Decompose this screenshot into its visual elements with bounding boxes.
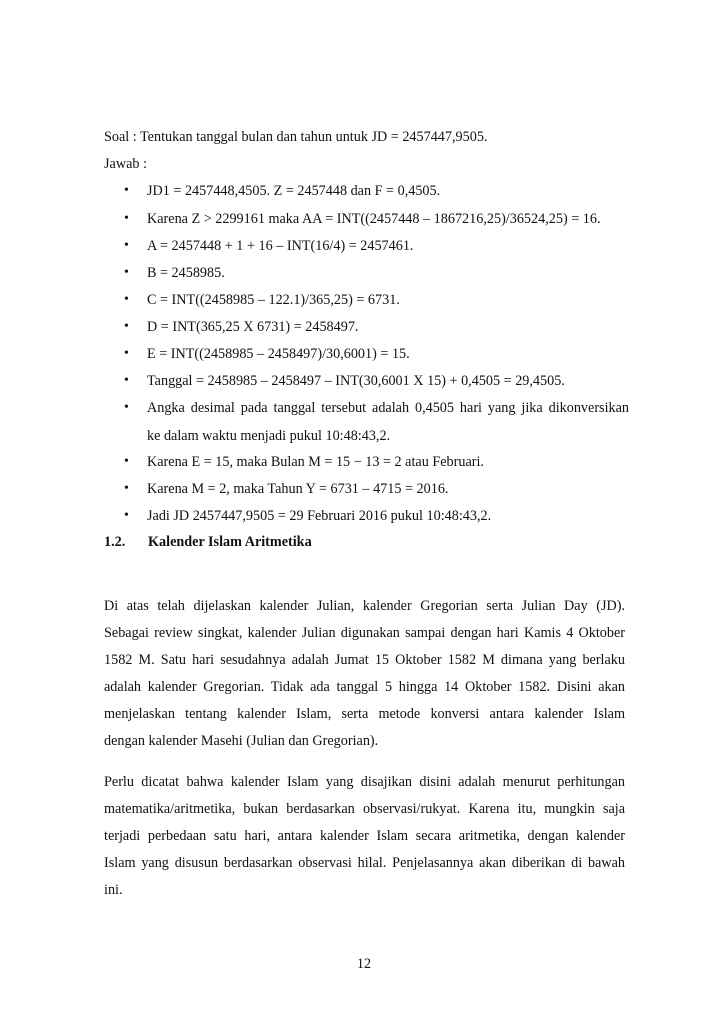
step-text-continuation: ke dalam waktu menjadi pukul 10:48:43,2.: [147, 428, 391, 444]
answer-label: Jawab :: [104, 156, 147, 172]
paragraph-line: Di atas telah dijelaskan kalender Julian, kalender Gregorian serta Julian Day (JD).: [104, 598, 625, 614]
step-text: Karena M = 2, maka Tahun Y = 6731 – 4715 = 2016.: [147, 481, 449, 497]
step-text: Karena E = 15, maka Bulan M = 15 − 13 = 2 atau Februari.: [147, 454, 484, 470]
step-text: C = INT((2458985 – 122.1)/365,25) = 6731.: [147, 292, 400, 308]
paragraph-line: menjelaskan tentang kalender Islam, serta metode konversi antara kalender Islam: [104, 706, 625, 722]
paragraph-line: terjadi perbedaan satu hari, antara kalender Islam secara aritmetika, dengan kalender: [104, 828, 625, 844]
section-title: Kalender Islam Aritmetika: [148, 534, 312, 550]
step-text: Karena Z > 2299161 maka AA = INT((2457448 – 1867216,25)/36524,25) = 16.: [147, 211, 601, 227]
bullet-icon: •: [124, 373, 129, 388]
step-text: A = 2457448 + 1 + 16 – INT(16/4) = 2457461.: [147, 238, 414, 254]
bullet-icon: •: [124, 508, 129, 523]
bullet-icon: •: [124, 265, 129, 280]
bullet-icon: •: [124, 346, 129, 361]
step-text: Tanggal = 2458985 – 2458497 – INT(30,6001 X 15) + 0,4505 = 29,4505.: [147, 373, 565, 389]
step-text: D = INT(365,25 X 6731) = 2458497.: [147, 319, 359, 335]
paragraph-line: matematika/aritmetika, bukan berdasarkan observasi/rukyat. Karena itu, mungkin saja: [104, 801, 625, 817]
bullet-icon: •: [124, 319, 129, 334]
bullet-icon: •: [124, 454, 129, 469]
paragraph-line: ini.: [104, 882, 123, 898]
step-text: JD1 = 2457448,4505. Z = 2457448 dan F = 0,4505.: [147, 183, 441, 199]
paragraph-line: 1582 M. Satu hari sesudahnya adalah Jumat 15 Oktober 1582 M dimana yang berlaku: [104, 652, 625, 668]
bullet-icon: •: [124, 183, 129, 198]
paragraph-line: Islam yang disusun berdasarkan observasi hilal. Penjelasannya akan diberikan di bawah: [104, 855, 625, 871]
paragraph-line: adalah kalender Gregorian. Tidak ada tanggal 5 hingga 14 Oktober 1582. Disini akan: [104, 679, 625, 695]
paragraph-line: Perlu dicatat bahwa kalender Islam yang disajikan disini adalah menurut perhitungan: [104, 774, 625, 790]
step-text: E = INT((2458985 – 2458497)/30,6001) = 15.: [147, 346, 410, 362]
bullet-icon: •: [124, 292, 129, 307]
page-number: 12: [356, 956, 372, 972]
bullet-icon: •: [124, 400, 129, 415]
paragraph-line: dengan kalender Masehi (Julian dan Gregorian).: [104, 733, 379, 749]
bullet-icon: •: [124, 238, 129, 253]
step-text: Angka desimal pada tanggal tersebut adalah 0,4505 hari yang jika dikonversikan: [147, 400, 629, 416]
bullet-icon: •: [124, 211, 129, 226]
question-line: Soal : Tentukan tanggal bulan dan tahun untuk JD = 2457447,9505.: [104, 129, 488, 145]
paragraph-line: Sebagai review singkat, kalender Julian digunakan sampai dengan hari Kamis 4 Oktober: [104, 625, 625, 641]
step-text: Jadi JD 2457447,9505 = 29 Februari 2016 pukul 10:48:43,2.: [147, 508, 492, 524]
step-text: B = 2458985.: [147, 265, 225, 281]
bullet-icon: •: [124, 481, 129, 496]
section-number: 1.2.: [104, 534, 126, 550]
